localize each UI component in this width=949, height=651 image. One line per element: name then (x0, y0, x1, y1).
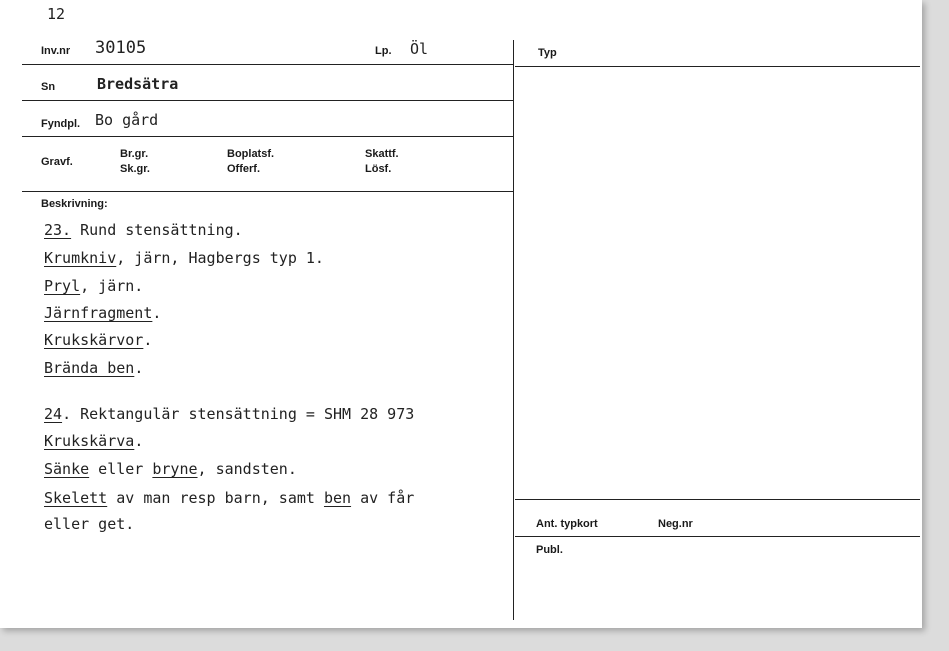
divider-right-3 (515, 536, 920, 537)
gravf-label: Gravf. (41, 156, 73, 168)
divider-right-1 (515, 66, 920, 67)
description-line-2: Krumkniv, järn, Hagbergs typ 1. (44, 249, 324, 267)
inv-nr-label: Inv.nr (41, 45, 71, 57)
page-number: 12 (47, 5, 66, 23)
description-line-8: Krukskärva. (44, 432, 144, 450)
sk-gr-label: Sk.gr. (120, 163, 150, 175)
neg-nr-label: Neg.nr (658, 518, 693, 530)
fyndpl-value: Bo gård (95, 111, 159, 129)
divider-left-4 (22, 191, 513, 192)
description-line-9: Sänke eller bryne, sandsten. (44, 460, 297, 478)
description-line-4: Järnfragment. (44, 304, 162, 322)
sn-value: Bredsätra (97, 75, 179, 93)
lp-value: Öl (410, 40, 429, 58)
lp-label: Lp. (375, 45, 392, 57)
description-line-7: 24. Rektangulär stensättning = SHM 28 973 (44, 405, 415, 423)
divider-left-3 (22, 136, 513, 137)
br-gr-label: Br.gr. (120, 148, 149, 160)
ant-typkort-label: Ant. typkort (536, 518, 598, 530)
description-line-3: Pryl, järn. (44, 277, 144, 295)
beskrivning-label: Beskrivning: (41, 198, 108, 210)
divider-left-1 (22, 64, 513, 65)
description-line-5: Krukskärvor. (44, 331, 153, 349)
description-line-11: eller get. (44, 515, 135, 533)
description-line-10: Skelett av man resp barn, samt ben av får (44, 489, 415, 507)
sn-label: Sn (41, 81, 56, 93)
losf-label: Lösf. (365, 163, 392, 175)
column-divider (513, 40, 514, 620)
skattf-label: Skattf. (365, 148, 399, 160)
publ-label: Publ. (536, 544, 563, 556)
fyndpl-label: Fyndpl. (41, 118, 81, 130)
inv-nr-value: 30105 (95, 38, 147, 58)
description-line-1: 23. Rund stensättning. (44, 221, 243, 239)
offerf-label: Offerf. (227, 163, 260, 175)
divider-left-2 (22, 100, 513, 101)
description-line-6: Brända ben. (44, 359, 144, 377)
typ-label: Typ (538, 47, 557, 59)
boplatsf-label: Boplatsf. (227, 148, 275, 160)
divider-right-2 (515, 499, 920, 500)
